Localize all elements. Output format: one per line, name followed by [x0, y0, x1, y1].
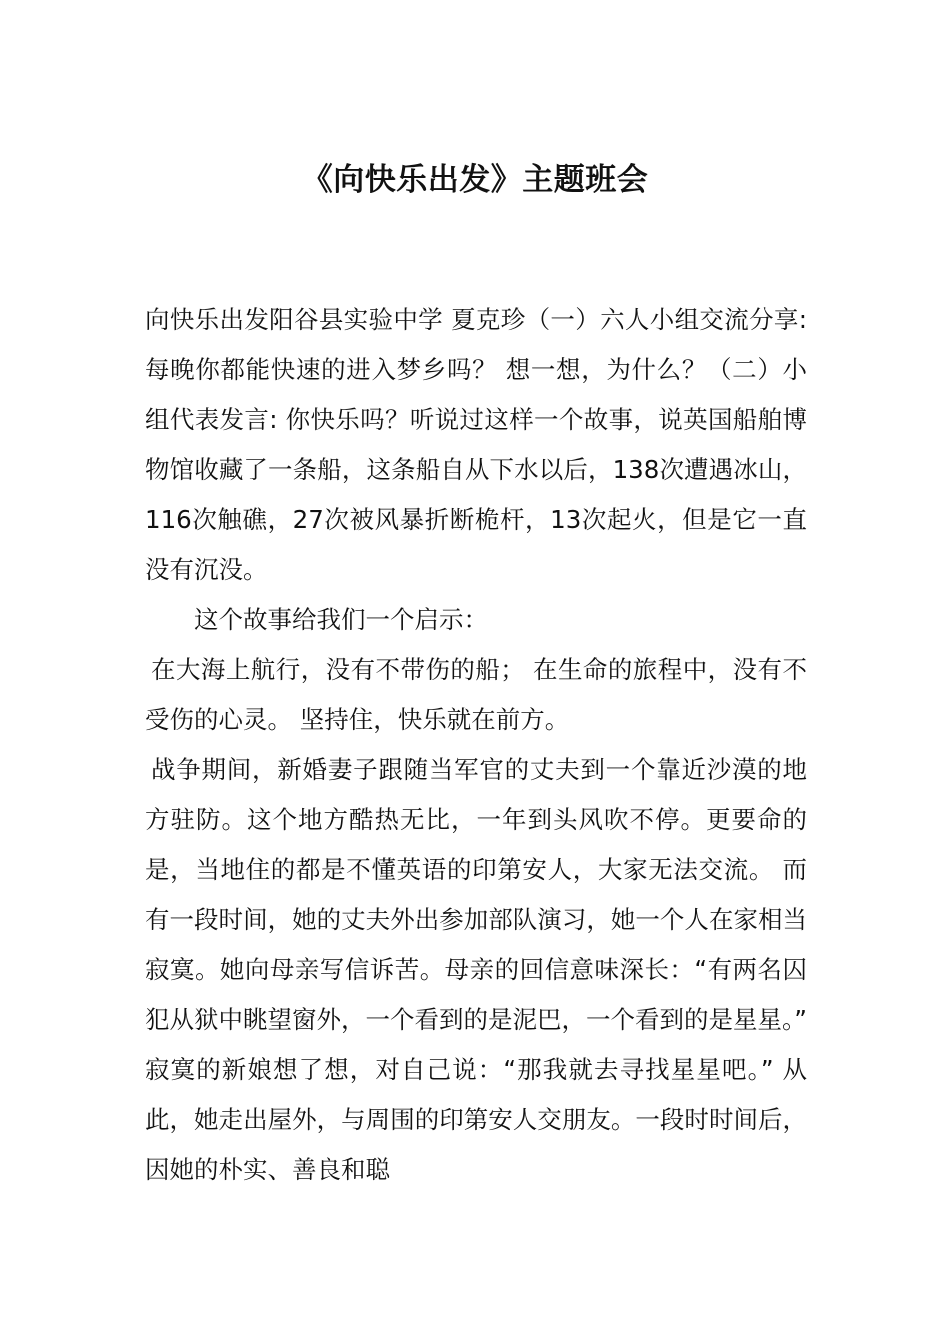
document-title: 《向快乐出发》主题班会: [301, 162, 649, 198]
paragraph-story: 战争期间，新婚妻子跟随当军官的丈夫到一个靠近沙漠的地方驻防。这个地方酷热无比，一年到头风吹不停。更要命的是，当地住的都是不懂英语的印第安人，大家无法交流。 而有一段时间，她的丈夫外出参加部队演习，她一个人在家相当寂寞。她向母亲写信诉苦。母亲的回信意味深长：“有两名囚犯从狱中眺望窗外，一个看到的是泥巴，一个看到的是星星。” 寂寞的新娘想了想，对自己说：“那我就去寻找星星吧。” 从此，她走出屋外，与周围的印第安人交朋友。一段时时间后，因她的朴实、善良和聪: [145, 755, 807, 1184]
paragraph-ship-lesson: 在大海上航行，没有不带伤的船； 在生命的旅程中，没有不受伤的心灵。 坚持住，快乐就在前方。: [145, 655, 807, 734]
paragraph-intro: 向快乐出发阳谷县实验中学 夏克珍（一）六人小组交流分享: 每晚你都能快速的进入梦乡吗？ 想一想，为什么？（二）小组代表发言: 你快乐吗？听说过这样一个故事，说英国船舶博物馆收藏了一条船，这条船自从下水以后，138次遭遇冰山，116次触礁，27次被风暴折断桅杆，13次起火，但是它一直没有沉没。: [145, 305, 807, 584]
document-body: [145, 295, 807, 1195]
paragraph-insight: 这个故事给我们一个启示：: [194, 605, 488, 634]
